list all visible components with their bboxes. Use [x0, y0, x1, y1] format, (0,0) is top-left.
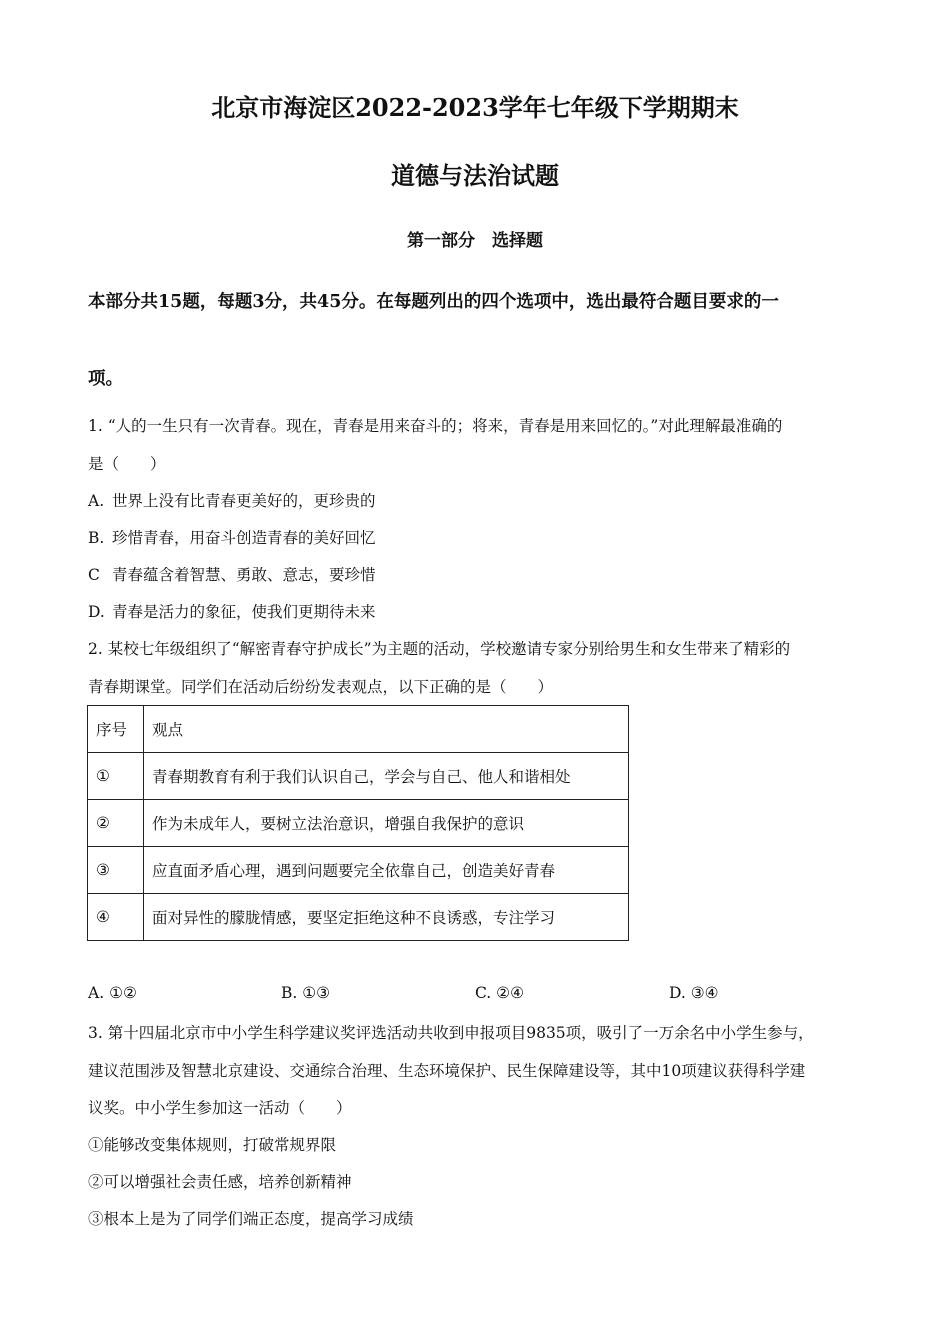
table-cell-view: 应直面矛盾心理，遇到问题要完全依靠自己，创造美好青春 — [144, 847, 629, 894]
choice-text: ②④ — [496, 984, 524, 1002]
question-1-option-d — [88, 600, 376, 622]
table-row — [88, 800, 629, 847]
choice-text: ①③ — [302, 984, 331, 1002]
question-3-stem-line-1: 3. 第十四届北京市中小学生科学建议奖评选活动共收到申报项目9835项，吸引了一万余名中小学生参与， — [88, 1024, 814, 1042]
choice-letter: C. — [475, 984, 492, 1002]
table-header-row — [88, 706, 629, 753]
choice-letter: B. — [281, 984, 298, 1002]
table-header-view: 观点 — [144, 706, 629, 753]
table-row — [88, 847, 629, 894]
question-2-stem-line-1: 2. 某校七年级组织了“解密青春守护成长”为主题的活动，学校邀请专家分别给男生和女生带来了精彩的 — [88, 640, 791, 658]
views-table — [87, 705, 629, 941]
question-1-option-c — [88, 563, 376, 585]
choice-letter: A. — [88, 984, 105, 1002]
question-3-stem-line-2: 建议范围涉及智慧北京建设、交通综合治理、生态环境保护、民生保障建设等，其中10项建议获得科学建 — [88, 1062, 806, 1080]
question-1-stem-line-1: 1. “人的一生只有一次青春。现在，青春是用来奋斗的；将来，青春是用来回忆的。”对此理解最准确的 — [88, 417, 783, 435]
option-letter: D. — [88, 603, 105, 621]
table-row — [88, 753, 629, 800]
choice-text: ③④ — [690, 984, 719, 1002]
option-text: 青春蕴含着智慧、勇敢、意志，要珍惜 — [112, 566, 376, 584]
question-2-choice-a — [88, 984, 137, 1002]
question-2-choice-b — [281, 984, 330, 1002]
option-text: 珍惜青春，用奋斗创造青春的美好回忆 — [112, 529, 376, 547]
option-text: 世界上没有比青春更美好的，更珍贵的 — [112, 492, 376, 510]
question-2-stem-line-2: 青春期课堂。同学们在活动后纷纷发表观点，以下正确的是（ ） — [88, 678, 554, 696]
table-cell-view: 作为未成年人，要树立法治意识，增强自我保护的意识 — [144, 800, 629, 847]
question-2-choice-d — [669, 984, 719, 1002]
choice-letter: D. — [669, 984, 686, 1002]
option-letter: A. — [88, 492, 105, 510]
table-cell-num: ① — [88, 753, 144, 800]
instructions-line-1: 本部分共15题，每题3分，共45分。在每题列出的四个选项中，选出最符合题目要求的一 — [88, 292, 779, 312]
question-3-stem-line-3: 议奖。中小学生参加这一活动（ ） — [88, 1099, 352, 1117]
option-letter: C — [88, 566, 100, 584]
question-3-statement-1: ①能够改变集体规则，打破常规界限 — [88, 1136, 337, 1154]
question-1-stem-line-2: 是（ ） — [88, 455, 166, 473]
document-subtitle: 道德与法治试题 — [391, 161, 559, 190]
question-1-option-a — [88, 489, 376, 511]
table-cell-view: 青春期教育有利于我们认识自己，学会与自己、他人和谐相处 — [144, 753, 629, 800]
table-cell-view: 面对异性的朦胧情感，要坚定拒绝这种不良诱惑，专注学习 — [144, 894, 629, 941]
instructions-line-2: 项。 — [88, 369, 123, 389]
table-row — [88, 894, 629, 941]
section-heading: 第一部分 选择题 — [407, 231, 543, 251]
table-cell-num: ② — [88, 800, 144, 847]
table-header-num: 序号 — [88, 706, 144, 753]
option-text: 青春是活力的象征，使我们更期待未来 — [112, 603, 376, 621]
question-3-statement-2: ②可以增强社会责任感，培养创新精神 — [88, 1173, 352, 1191]
document-title: 北京市海淀区2022-2023学年七年级下学期期末 — [211, 93, 739, 122]
table-cell-num: ④ — [88, 894, 144, 941]
choice-text: ①② — [109, 984, 137, 1002]
option-letter: B. — [88, 529, 105, 547]
question-1-option-b — [88, 526, 376, 548]
question-2-choice-c — [475, 984, 524, 1002]
table-cell-num: ③ — [88, 847, 144, 894]
question-3-statement-3: ③根本上是为了同学们端正态度，提高学习成绩 — [88, 1210, 414, 1228]
